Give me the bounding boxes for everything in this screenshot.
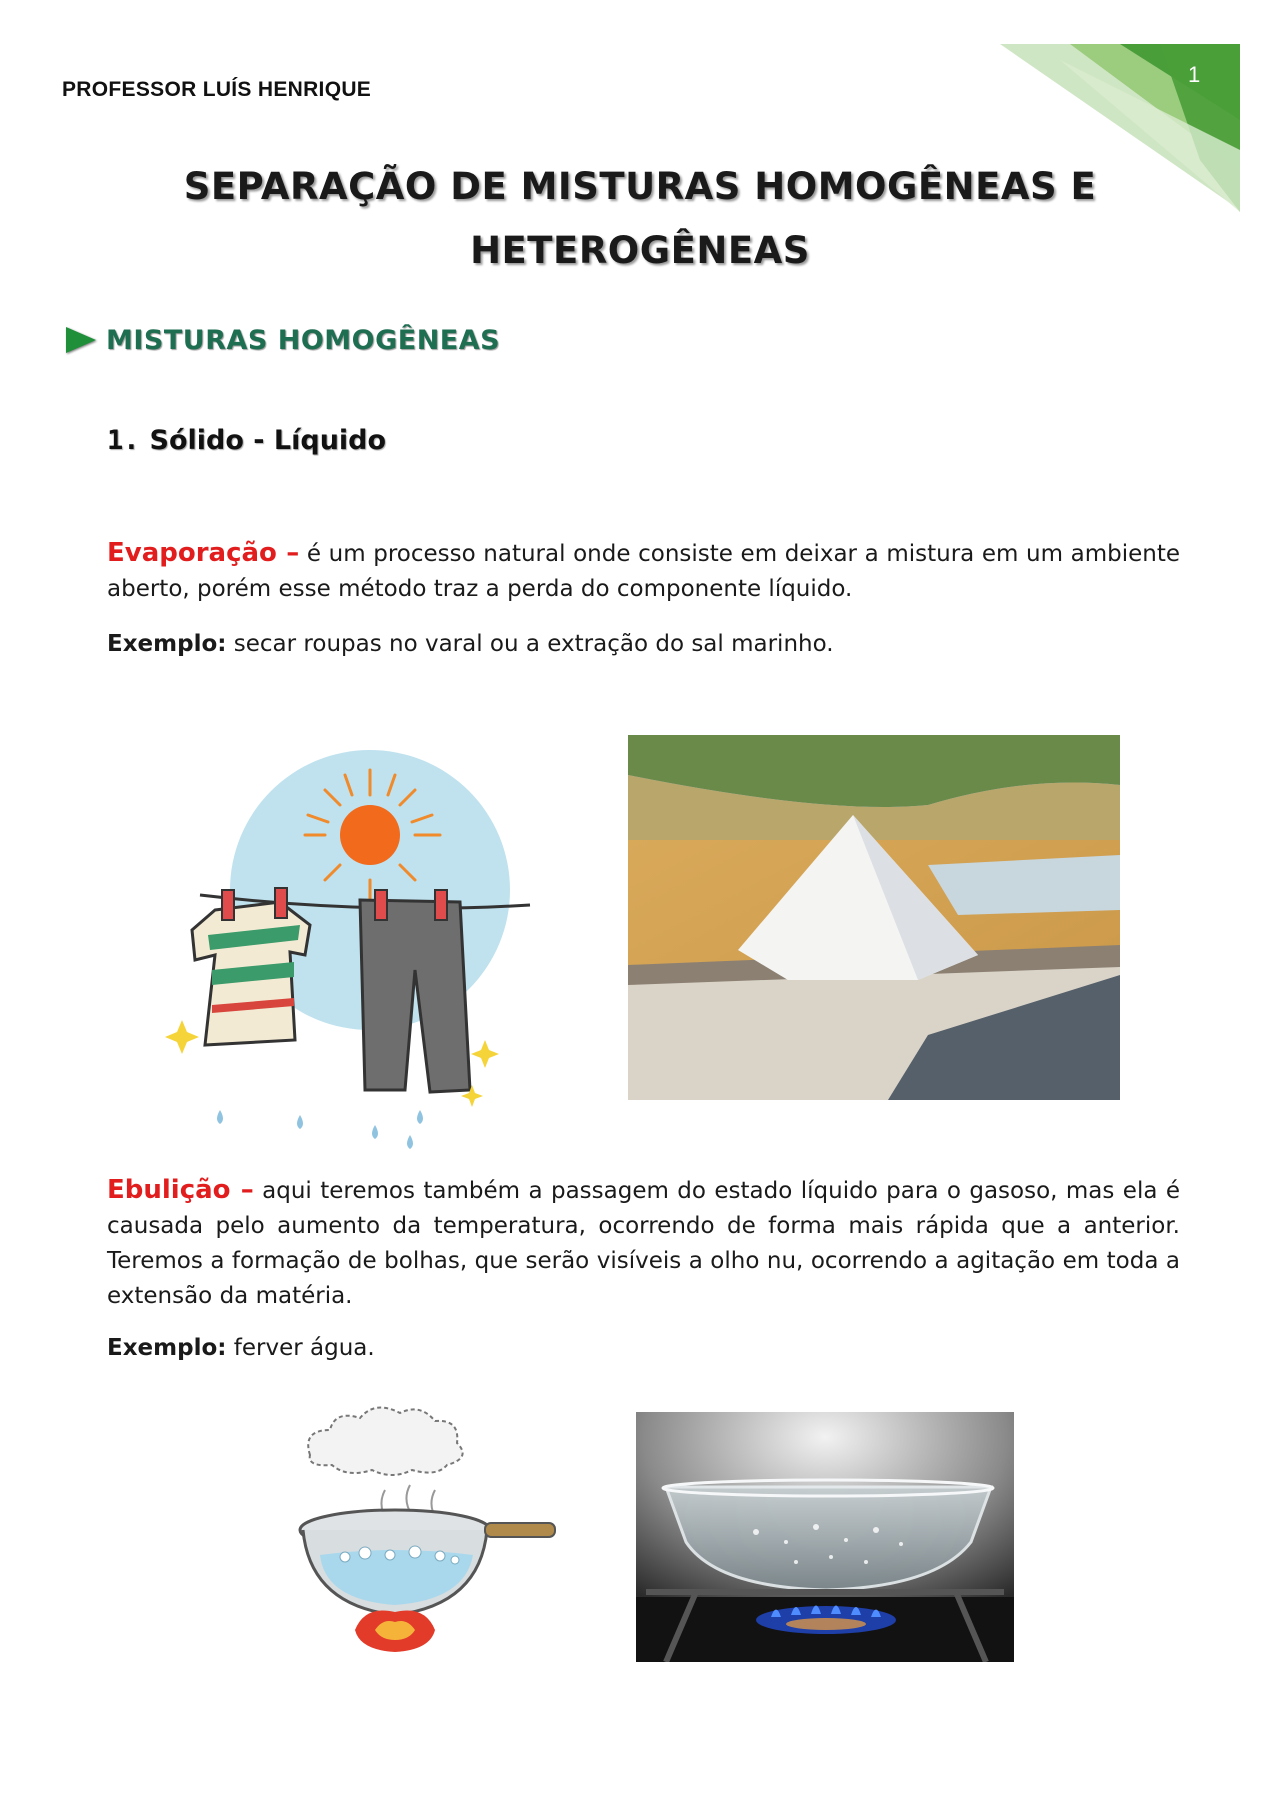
title-line-1: SEPARAÇÃO DE MISTURAS HOMOGÊNEAS E bbox=[183, 165, 1097, 208]
evaporacao-example bbox=[107, 627, 834, 662]
subsection-number: 1. bbox=[107, 425, 140, 456]
boiling-pot-illustration bbox=[295, 1405, 560, 1665]
triangle-bullet-icon bbox=[66, 327, 96, 353]
subsection-label: Sólido - Líquido bbox=[149, 425, 387, 456]
page-number: 1 bbox=[1188, 62, 1201, 87]
ebulicao-text: aqui teremos também a passagem do estado líquido para o gasoso, mas ela é causada pelo aumento da temperatura, ocorrendo de forma mais rápida que a anterior. Teremos a formação de bolhas, que serão visíveis a olho nu, ocorrendo a agitação em toda a extensão da matéria. bbox=[107, 1178, 1181, 1309]
evaporacao-term: Evaporação – bbox=[107, 538, 300, 568]
ebulicao-example-text: ferver água. bbox=[226, 1335, 375, 1361]
evaporacao-paragraph bbox=[107, 536, 1180, 607]
ebulicao-paragraph bbox=[107, 1173, 1180, 1314]
section-label: MISTURAS HOMOGÊNEAS bbox=[106, 324, 501, 356]
title-line-2: HETEROGÊNEAS bbox=[470, 229, 810, 272]
author-name: PROFESSOR LUÍS HENRIQUE bbox=[62, 78, 372, 101]
boiling-glass-photo bbox=[636, 1412, 1014, 1662]
ebulicao-term: Ebulição – bbox=[107, 1175, 254, 1205]
clothesline-illustration bbox=[160, 740, 540, 1160]
evaporacao-example-text: secar roupas no varal ou a extração do sal marinho. bbox=[226, 631, 834, 657]
subsection-heading bbox=[107, 425, 386, 456]
evaporacao-text: é um processo natural onde consiste em deixar a mistura em um ambiente aberto, porém esse método traz a perda do componente líquido. bbox=[107, 541, 1180, 602]
evaporacao-example-label: Exemplo: bbox=[107, 631, 227, 657]
ebulicao-example-label: Exemplo: bbox=[107, 1335, 227, 1361]
salt-pile-photo bbox=[628, 735, 1120, 1100]
ebulicao-example bbox=[107, 1331, 375, 1366]
section-heading bbox=[66, 320, 500, 360]
page-title bbox=[150, 155, 1130, 283]
